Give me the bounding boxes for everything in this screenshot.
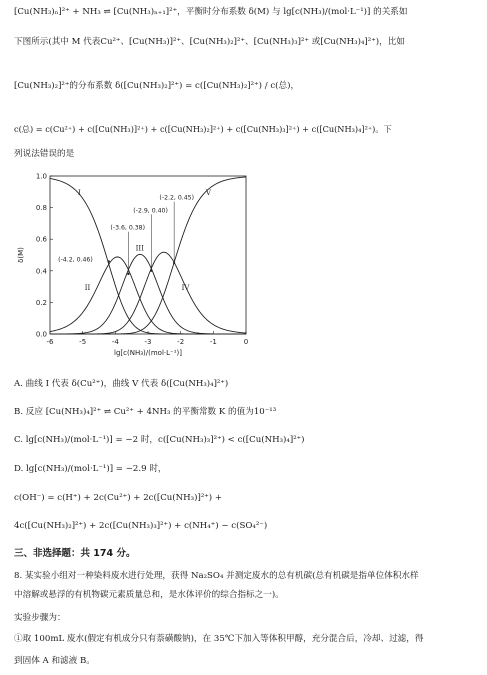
x-tick-label: -4 (111, 338, 119, 346)
problem-intro-line-3: [Cu(NH₃)₂]²⁺的分布系数 δ([Cu(NH₃)₂]²⁺) = c([Cu(NH₃)₂]²⁺) / c(总)， (14, 81, 300, 91)
step-1-line-1: ①取 100mL 废水(假定有机成分只有萘磺酸钠)，在 35℃下加入等体积甲醇，充分混合后，冷却、过滤，得 (14, 634, 424, 644)
x-tick-label: -2 (177, 338, 185, 346)
annotation-point (108, 260, 110, 262)
problem-intro-line-5: 列说法错误的是 (14, 149, 75, 159)
annotation-point (173, 262, 175, 264)
annotation-point (150, 270, 152, 272)
y-tick-label: 0.2 (35, 298, 47, 307)
x-tick-label: -6 (46, 338, 54, 346)
option-c: C. lg[c(NH₃)/(mol·L⁻¹)] = −2 时，c([Cu(NH₃)₃]²⁺) < c([Cu(NH₃)₄]²⁺) (14, 435, 305, 445)
question-8-line-2: 中溶解或悬浮的有机物碳元素质量总和，是水体评价的综合指标之一)。 (14, 590, 284, 600)
step-1-line-2: 到固体 A 和滤液 B。 (14, 656, 95, 666)
y-tick-label: 0.4 (35, 267, 47, 276)
distribution-chart (14, 166, 254, 358)
option-d-equation-2: 4c([Cu(NH₃)₂]²⁺) + 2c([Cu(NH₃)₃]²⁺) + c(NH₄⁺) − c(SO₄²⁻) (14, 521, 268, 531)
curve-IV (50, 252, 246, 334)
problem-intro-line-2: 下图所示(其中 M 代表Cu²⁺、[Cu(NH₃)]²⁺、[Cu(NH₃)₂]²⁺、[Cu(NH₃)₃]²⁺ 或[Cu(NH₃)₄]²⁺)，比如 (14, 37, 405, 47)
section-heading: 三、非选择题：共 174 分。 (14, 548, 136, 559)
steps-label: 实验步骤为： (14, 613, 66, 623)
annotation-label: (-3.6, 0.38) (110, 224, 146, 232)
plot-frame (50, 176, 246, 334)
option-a: A. 曲线 I 代表 δ(Cu²⁺)，曲线 V 代表 δ([Cu(NH₃)₄]²⁺) (14, 379, 229, 389)
curve-II (50, 257, 246, 334)
annotation-point (127, 273, 129, 275)
option-d-equation-1: c(OH⁻) = c(H⁺) + 2c(Cu²⁺) + 2c([Cu(NH₃)]²⁺) + (14, 493, 223, 503)
annotation-label: (-2.9, 0.40) (133, 207, 168, 215)
annotation-label: (-2.2, 0.45) (159, 194, 195, 202)
x-tick-label: 0 (243, 338, 249, 346)
option-d: D. lg[c(NH₃)/(mol·L⁻¹)] = −2.9 时， (14, 464, 167, 474)
problem-intro-line-1: [Cu(NH₃)ₙ]²⁺ + NH₃ ⇌ [Cu(NH₃)ₙ₊₁]²⁺，平衡时分布系数 δ(M) 与 lg[c(NH₃)/(mol·L⁻¹)] 的关系如 (14, 7, 408, 17)
x-tick-label: -1 (209, 338, 217, 346)
curve-label-III: III (135, 244, 144, 253)
curve-label-I: I (78, 188, 81, 197)
y-tick-label: 0.8 (35, 204, 47, 213)
curve-III (50, 254, 246, 334)
curve-label-IV: IV (181, 283, 190, 292)
x-tick-label: -3 (144, 338, 152, 346)
y-tick-label: 0.6 (35, 235, 47, 244)
curve-label-V: V (205, 188, 211, 197)
curve-label-II: II (84, 283, 91, 292)
problem-intro-line-4: c(总) = c(Cu²⁺) + c([Cu(NH₃)]²⁺) + c([Cu(NH₃)₂]²⁺) + c([Cu(NH₃)₃]²⁺) + c([Cu(NH₃)₄]²⁺)。下 (14, 124, 392, 134)
distribution-chart-svg (14, 166, 254, 358)
x-tick-label: -5 (79, 338, 87, 346)
y-axis-label: δ(M) (17, 247, 25, 263)
y-tick-label: 1.0 (35, 172, 47, 181)
y-tick-label: 0.0 (35, 330, 47, 339)
x-axis-label: lg[c(NH₃)/(mol·L⁻¹)] (114, 349, 182, 357)
question-8-line-1: 8. 某实验小组对一种染料废水进行处理，获得 Na₂SO₄ 并测定废水的总有机碳(总有机碳是指单位体积水样 (14, 571, 419, 581)
annotation-label: (-4.2, 0.46) (58, 256, 93, 264)
option-b: B. 反应 [Cu(NH₃)₄]²⁺ ⇌ Cu²⁺ + 4NH₃ 的平衡常数 K 的值为10⁻¹³ (14, 407, 277, 417)
